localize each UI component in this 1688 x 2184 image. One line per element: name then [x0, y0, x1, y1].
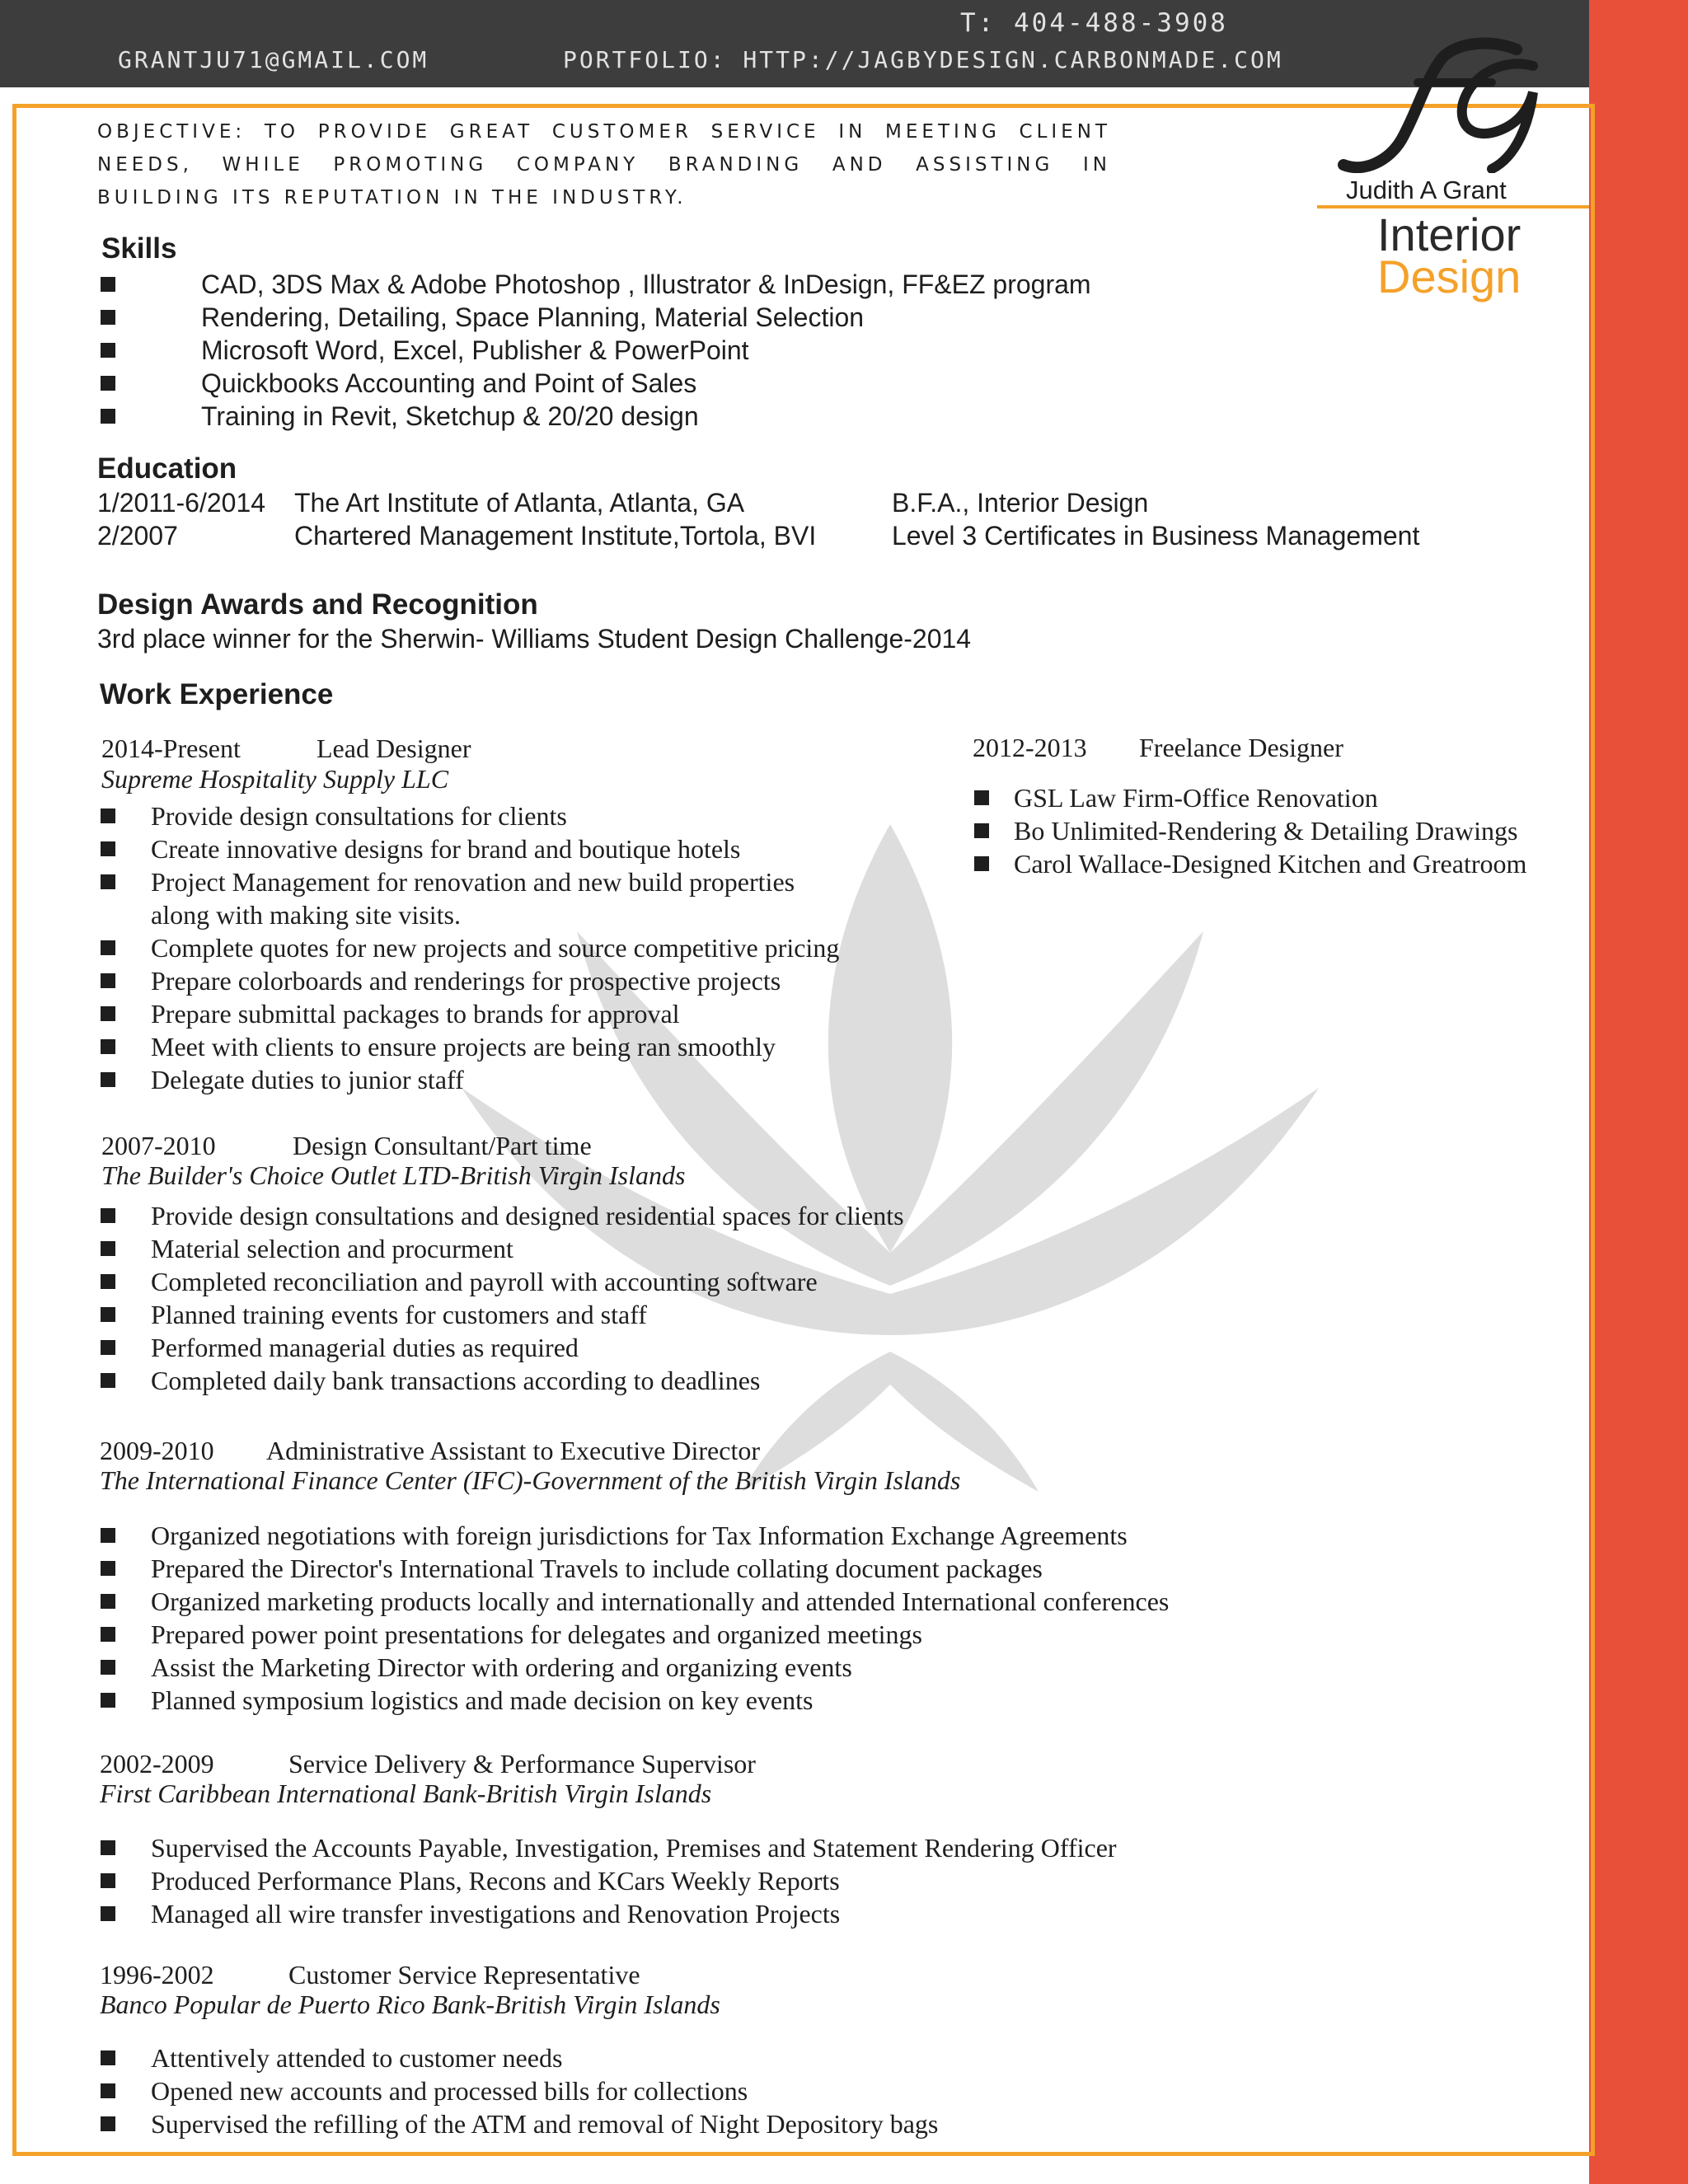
list-item: Assist the Marketing Director with ordering and organizing events — [101, 1651, 1353, 1684]
awards-text: 3rd place winner for the Sherwin- Williams Student Design Challenge-2014 — [97, 624, 972, 654]
list-item: GSL Law Firm-Office Renovation — [974, 781, 1584, 814]
list-item: Meet with clients to ensure projects are being ran smoothly — [101, 1030, 966, 1063]
list-item: Prepared power point presentations for delegates and organized meetings — [101, 1618, 1353, 1651]
job-dates: 2002-2009 — [100, 1749, 214, 1779]
job-company: The International Finance Center (IFC)-Government of the British Virgin Islands — [100, 1465, 961, 1495]
square-bullet-icon — [101, 1840, 115, 1855]
square-bullet-icon — [101, 1873, 115, 1888]
square-bullet-icon — [101, 1274, 115, 1289]
list-item: Prepared the Director's International Travels to include collating document packages — [101, 1552, 1353, 1585]
list-item: Planned symposium logistics and made decision on key events — [101, 1684, 1353, 1717]
list-item: Planned training events for customers and staff — [101, 1298, 1090, 1331]
job-duties — [101, 799, 966, 1096]
list-item: Organized negotiations with foreign jurisdictions for Tax Information Exchange Agreements — [101, 1519, 1353, 1552]
job-title: Service Delivery & Performance Supervisor — [288, 1749, 756, 1779]
job-company: The Builder's Choice Outlet LTD-British Virgin Islands — [101, 1160, 686, 1190]
square-bullet-icon — [101, 808, 115, 823]
square-bullet-icon — [101, 1627, 115, 1642]
square-bullet-icon — [101, 2116, 115, 2131]
square-bullet-icon — [974, 856, 989, 871]
square-bullet-icon — [101, 874, 115, 889]
square-bullet-icon — [101, 277, 115, 292]
square-bullet-icon — [101, 343, 115, 358]
job-company: Supreme Hospitality Supply LLC — [101, 764, 449, 794]
list-item: Attentively attended to customer needs — [101, 2041, 1172, 2074]
education-degree: Level 3 Certificates in Business Management — [892, 521, 1420, 551]
square-bullet-icon — [101, 376, 115, 391]
job-title: Administrative Assistant to Executive Director — [266, 1436, 760, 1465]
job-duties — [101, 1199, 1090, 1397]
education-date: 2/2007 — [97, 521, 178, 551]
list-item: Supervised the Accounts Payable, Investigation, Premises and Statement Rendering Officer — [101, 1831, 1304, 1864]
education-school: Chartered Management Institute,Tortola, BVI — [294, 521, 817, 551]
square-bullet-icon — [101, 1208, 115, 1223]
list-item: Managed all wire transfer investigations and Renovation Projects — [101, 1897, 1304, 1930]
list-item: Organized marketing products locally and internationally and attended International conferences — [101, 1585, 1353, 1618]
job-duties — [101, 2041, 1172, 2140]
job-title: Design Consultant/Part time — [293, 1131, 592, 1160]
list-item: Rendering, Detailing, Space Planning, Material Selection — [101, 301, 1090, 334]
list-item: Performed managerial duties as required — [101, 1331, 1090, 1364]
job-dates: 2007-2010 — [101, 1131, 216, 1160]
job-duties — [974, 781, 1584, 880]
job-duties — [101, 1831, 1304, 1930]
square-bullet-icon — [101, 940, 115, 955]
list-item: Complete quotes for new projects and source competitive pricing — [101, 931, 966, 964]
square-bullet-icon — [101, 1307, 115, 1322]
list-item: Provide design consultations for clients — [101, 799, 966, 832]
logo-line1: Interior — [1377, 209, 1522, 260]
square-bullet-icon — [101, 1340, 115, 1355]
square-bullet-icon — [101, 2050, 115, 2065]
square-bullet-icon — [101, 1241, 115, 1256]
logo-line2: Design — [1377, 251, 1522, 302]
square-bullet-icon — [101, 1906, 115, 1921]
square-bullet-icon — [101, 1594, 115, 1609]
logo-name: Judith A Grant — [1346, 176, 1507, 204]
square-bullet-icon — [101, 841, 115, 856]
objective-text: OBJECTIVE: TO PROVIDE GREAT CUSTOMER SERVICE IN MEETING CLIENT NEEDS, WHILE PROMOTING COMPANY BRANDING AND ASSISTING IN BUILDING ITS REPUTATION IN THE INDUSTRY. — [97, 121, 1111, 209]
job-dates: 2014-Present — [101, 733, 241, 763]
job-dates: 2012-2013 — [973, 733, 1087, 762]
square-bullet-icon — [101, 1373, 115, 1388]
jag-monogram-logo — [1327, 33, 1566, 173]
list-item: Project Management for renovation and new build properties — [101, 865, 966, 898]
square-bullet-icon — [974, 823, 989, 838]
job-dates: 1996-2002 — [100, 1960, 214, 1990]
list-item: Training in Revit, Sketchup & 20/20 design — [101, 400, 1090, 433]
list-item: Produced Performance Plans, Recons and KCars Weekly Reports — [101, 1864, 1304, 1897]
phone-text: T: 404-488-3908 — [960, 8, 1228, 38]
list-item: Microsoft Word, Excel, Publisher & PowerPoint — [101, 334, 1090, 367]
list-item: Provide design consultations and designed residential spaces for clients — [101, 1199, 1090, 1232]
list-item: along with making site visits. — [151, 900, 461, 930]
portfolio-text: PORTFOLIO: HTTP://JAGBYDESIGN.CARBONMADE.COM — [563, 46, 1283, 73]
square-bullet-icon — [974, 790, 989, 805]
list-item: Prepare colorboards and renderings for prospective projects — [101, 964, 966, 997]
list-item: Carol Wallace-Designed Kitchen and Greatroom — [974, 847, 1584, 880]
square-bullet-icon — [101, 1528, 115, 1543]
square-bullet-icon — [101, 1693, 115, 1708]
list-item: Opened new accounts and processed bills for collections — [101, 2074, 1172, 2107]
job-company: Banco Popular de Puerto Rico Bank-British Virgin Islands — [100, 1990, 720, 2019]
awards-heading: Design Awards and Recognition — [97, 588, 538, 621]
list-item: Completed daily bank transactions according to deadlines — [101, 1364, 1090, 1397]
side-accent-bar — [1589, 0, 1688, 2184]
list-item: CAD, 3DS Max & Adobe Photoshop , Illustrator & InDesign, FF&EZ program — [101, 268, 1090, 301]
job-title: Freelance Designer — [1139, 733, 1343, 762]
job-company: First Caribbean International Bank-British Virgin Islands — [100, 1779, 712, 1808]
list-item: Create innovative designs for brand and boutique hotels — [101, 832, 966, 865]
job-title: Lead Designer — [316, 733, 471, 763]
square-bullet-icon — [101, 1660, 115, 1675]
job-dates: 2009-2010 — [100, 1436, 214, 1465]
square-bullet-icon — [101, 1039, 115, 1054]
education-school: The Art Institute of Atlanta, Atlanta, GA — [294, 488, 745, 518]
square-bullet-icon — [101, 973, 115, 988]
list-item: Bo Unlimited-Rendering & Detailing Drawings — [974, 814, 1584, 847]
square-bullet-icon — [101, 1561, 115, 1576]
list-item: Material selection and procurment — [101, 1232, 1090, 1265]
work-heading: Work Experience — [100, 678, 334, 710]
list-item: Completed reconciliation and payroll with accounting software — [101, 1265, 1090, 1298]
square-bullet-icon — [101, 1072, 115, 1087]
list-item: Delegate duties to junior staff — [101, 1063, 966, 1096]
square-bullet-icon — [101, 409, 115, 424]
education-date: 1/2011-6/2014 — [97, 488, 266, 518]
skills-heading: Skills — [101, 232, 177, 265]
square-bullet-icon — [101, 2083, 115, 2098]
job-title: Customer Service Representative — [288, 1960, 640, 1990]
email-text: GRANTJU71@GMAIL.COM — [118, 46, 429, 73]
list-item: Prepare submittal packages to brands for approval — [101, 997, 966, 1030]
list-item: Quickbooks Accounting and Point of Sales — [101, 367, 1090, 400]
square-bullet-icon — [101, 1006, 115, 1021]
education-heading: Education — [97, 452, 237, 485]
list-item: Supervised the refilling of the ATM and removal of Night Depository bags — [101, 2107, 1172, 2140]
job-duties — [101, 1519, 1353, 1717]
square-bullet-icon — [101, 310, 115, 325]
education-degree: B.F.A., Interior Design — [892, 488, 1149, 518]
skills-list — [101, 268, 1090, 433]
